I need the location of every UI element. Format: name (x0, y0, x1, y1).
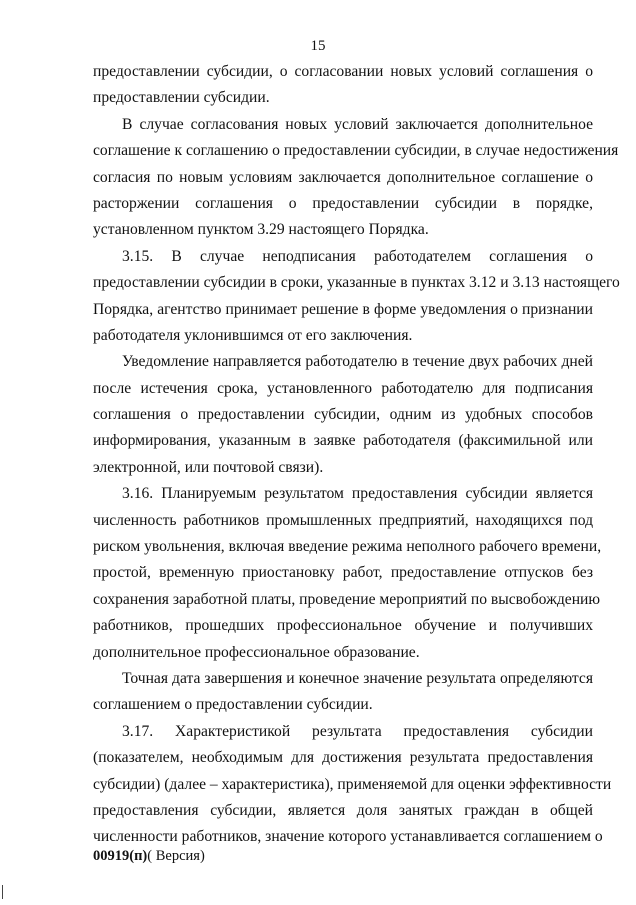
text-line: электронной, или почтовой связи). (93, 458, 324, 476)
text-line: В случае согласования новых условий заключается дополнительное (122, 115, 593, 133)
text-line: соглашения о предоставлении субсидии, одним из удобных способов (93, 406, 593, 424)
document-version: ( Версия) (147, 848, 205, 864)
text-line: Точная дата завершения и конечное значение результата определяются (122, 669, 593, 687)
text-line: риском увольнения, включая введение режима неполного рабочего времени, (93, 538, 602, 556)
text-line: дополнительное профессиональное образование. (93, 643, 420, 661)
text-line: соглашением о предоставлении субсидии. (93, 696, 373, 714)
text-line: сохранения заработной платы, проведение мероприятий по высвобождению (93, 590, 601, 608)
text-line: Уведомление направляется работодателю в течение двух рабочих дней (122, 353, 593, 371)
text-line: согласия по новым условиям заключается дополнительное соглашение о (93, 168, 593, 186)
text-line: 3.15. В случае неподписания работодателем соглашения о (122, 247, 593, 265)
text-line: субсидии) (далее – характеристика), применяемой для оценки эффективности (93, 775, 612, 793)
text-line: предоставлении субсидии в сроки, указанные в пунктах 3.12 и 3.13 настоящего (93, 274, 620, 292)
text-line: Порядка, агентство принимает решение в форме уведомления о признании (93, 300, 593, 318)
text-line: после истечения срока, установленного работодателю для подписания (93, 379, 593, 397)
document-body (93, 59, 620, 851)
text-line: численности работников, значение которого устанавливается соглашением о (93, 828, 603, 846)
text-line: (показателем, необходимым для достижения результата предоставления (93, 749, 593, 767)
text-line: численность работников промышленных предприятий, находящихся под (93, 511, 593, 529)
document-code: 00919(п) (93, 848, 148, 864)
text-line: расторжении соглашения о предоставлении субсидии в порядке, (93, 194, 593, 212)
text-line: установленном пунктом 3.29 настоящего Порядка. (93, 221, 429, 239)
text-line: работодателя уклонившимся от его заключения. (93, 326, 413, 344)
text-line: 3.17. Характеристикой результата предоставления субсидии (122, 722, 593, 740)
text-line: 3.16. Планируемым результатом предоставления субсидии является (122, 485, 593, 503)
page-number: 15 (310, 38, 326, 54)
text-line: работников, прошедших профессиональное обучение и получивших (93, 617, 593, 635)
scan-margin-mark (2, 885, 3, 899)
text-line: информирования, указанным в заявке работодателя (факсимильной или (93, 432, 593, 450)
text-line: предоставлении субсидии, о согласовании новых условий соглашения о (93, 63, 593, 80)
text-line: предоставления субсидии, является доля занятых граждан в общей (93, 801, 593, 819)
text-line: простой, временную приостановку работ, предоставление отпусков без (93, 564, 593, 582)
document-footer (93, 848, 205, 865)
text-line: предоставлении субсидии. (93, 89, 270, 107)
text-line: соглашение к соглашению о предоставлении субсидии, в случае недостижения (93, 142, 619, 160)
